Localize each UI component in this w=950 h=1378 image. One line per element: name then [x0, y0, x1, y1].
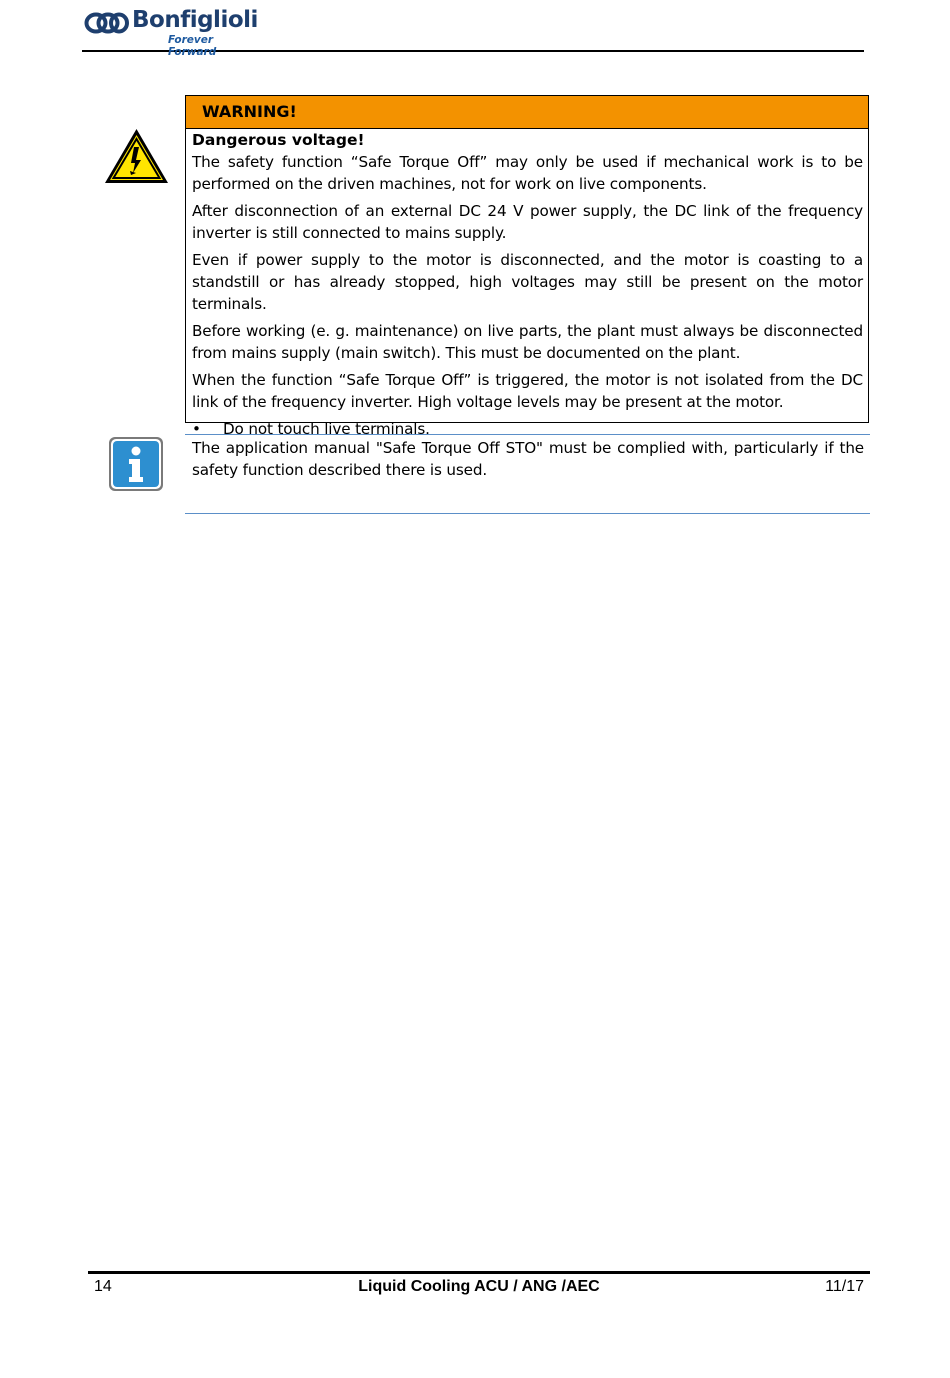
page-footer — [88, 1271, 870, 1304]
warning-label: WARNING! — [186, 96, 868, 129]
warning-title: Dangerous voltage! — [192, 131, 365, 149]
brand-tagline: Forever Forward — [168, 34, 217, 58]
bullet-dot-icon: • — [192, 420, 201, 438]
logo-mark-icon — [84, 12, 130, 34]
bonfiglioli-logo — [82, 7, 262, 58]
warning-box — [185, 95, 869, 438]
warning-paragraph: When the function “Safe Torque Off” is triggered, the motor is not isolated from the DC link of the frequency inverter. High voltage levels may be present at the motor. — [192, 371, 863, 411]
page-number: 14 — [94, 1278, 112, 1295]
warning-bullet-text: Do not touch live terminals. — [223, 420, 430, 438]
info-note — [185, 434, 870, 514]
footer-title: Liquid Cooling ACU / ANG /AEC — [358, 1278, 600, 1295]
info-icon — [108, 436, 164, 492]
warning-paragraph: Even if power supply to the motor is disconnected, and the motor is coasting to a standstill or has already stopped, high voltages may still be present on the motor terminals. — [192, 251, 863, 313]
warning-body — [186, 129, 868, 440]
warning-paragraph: Before working (e. g. maintenance) on live parts, the plant must always be disconnected from mains supply (main switch). This must be documented on the plant. — [192, 322, 863, 362]
footer-date: 11/17 — [825, 1278, 864, 1295]
high-voltage-warning-icon — [103, 127, 170, 185]
page-header — [82, 7, 864, 58]
warning-paragraph: The safety function “Safe Torque Off” may only be used if mechanical work is to be performed on the driven machines, not for work on live components. — [192, 153, 863, 193]
brand-name: Bonfiglioli — [132, 7, 258, 33]
info-text: The application manual "Safe Torque Off STO" must be complied with, particularly if the safety function described there is used. — [192, 439, 864, 479]
warning-paragraph: After disconnection of an external DC 24 V power supply, the DC link of the frequency inverter is still connected to mains supply. — [192, 202, 863, 242]
